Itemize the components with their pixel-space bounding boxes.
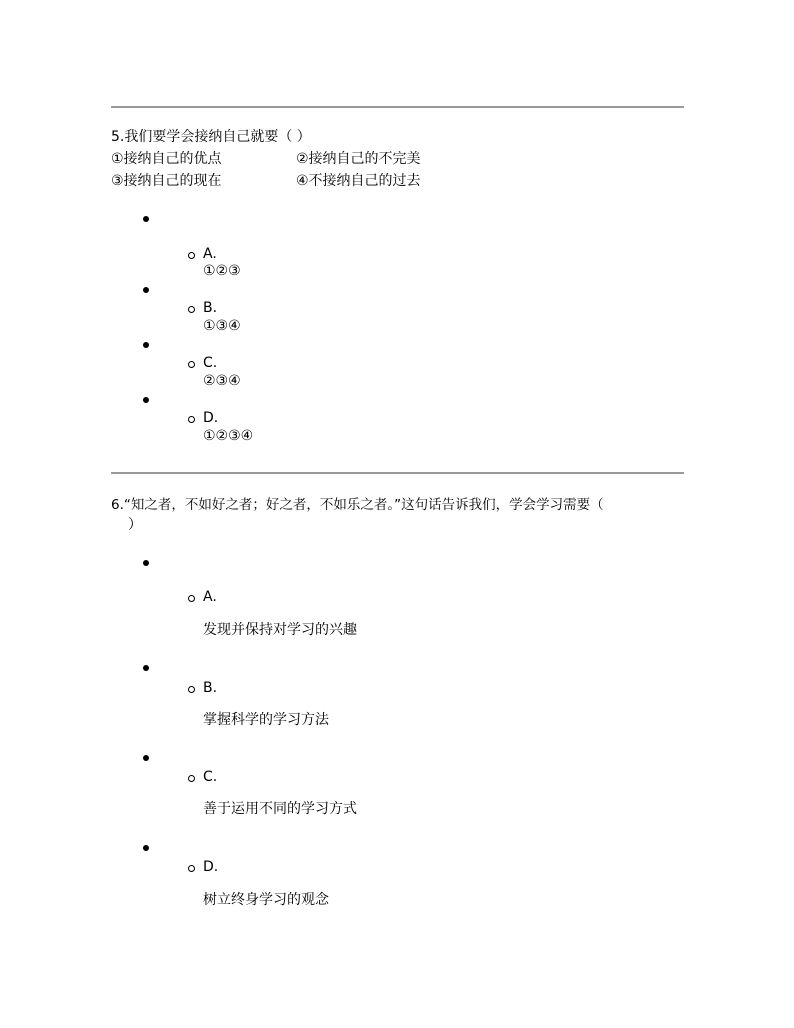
bullet-icon [143, 397, 149, 403]
option-b-text[interactable]: ①③④ [203, 318, 241, 334]
bullet-icon [143, 755, 149, 761]
option-d-letter[interactable]: D. [203, 410, 219, 426]
bullet-icon [143, 342, 149, 348]
option-b-letter[interactable]: B. [203, 680, 218, 696]
circle-bullet-icon [188, 416, 195, 423]
option-b-letter[interactable]: B. [203, 300, 218, 316]
option-c-letter[interactable]: C. [203, 769, 218, 785]
statement-2: ②接纳自己的不完美 [296, 151, 421, 167]
circle-bullet-icon [188, 306, 195, 313]
question-5-stem: 5.我们要学会接纳自己就要（ ） [111, 129, 311, 145]
option-b-text[interactable]: 掌握科学的学习方法 [203, 712, 329, 728]
circle-bullet-icon [188, 865, 195, 872]
statement-1: ①接纳自己的优点 [111, 151, 222, 167]
circle-bullet-icon [188, 686, 195, 693]
circle-bullet-icon [188, 361, 195, 368]
bullet-icon [143, 287, 149, 293]
option-a-letter[interactable]: A. [203, 246, 217, 262]
circle-bullet-icon [188, 775, 195, 782]
divider-top [111, 106, 684, 108]
circle-bullet-icon [188, 252, 195, 259]
statement-3: ③接纳自己的现在 [111, 173, 222, 189]
option-c-letter[interactable]: C. [203, 355, 218, 371]
divider-middle [111, 472, 684, 474]
bullet-icon [143, 845, 149, 851]
option-c-text[interactable]: 善于运用不同的学习方式 [203, 801, 357, 817]
bullet-icon [143, 665, 149, 671]
bullet-icon [143, 216, 149, 222]
option-a-text[interactable]: 发现并保持对学习的兴趣 [203, 622, 357, 638]
option-d-text[interactable]: ①②③④ [203, 428, 254, 444]
circle-bullet-icon [188, 595, 195, 602]
option-a-text[interactable]: ①②③ [203, 263, 241, 279]
option-a-letter[interactable]: A. [203, 589, 217, 605]
bullet-icon [143, 560, 149, 566]
option-d-letter[interactable]: D. [203, 859, 219, 875]
question-6-stem-line2: ） [128, 517, 142, 533]
question-6-stem-line1: 6.“知之者，不如好之者；好之者，不如乐之者。”这句话告诉我们，学会学习需要（ [111, 497, 604, 513]
option-c-text[interactable]: ②③④ [203, 373, 241, 389]
statement-4: ④不接纳自己的过去 [296, 173, 421, 189]
option-d-text[interactable]: 树立终身学习的观念 [203, 892, 329, 908]
